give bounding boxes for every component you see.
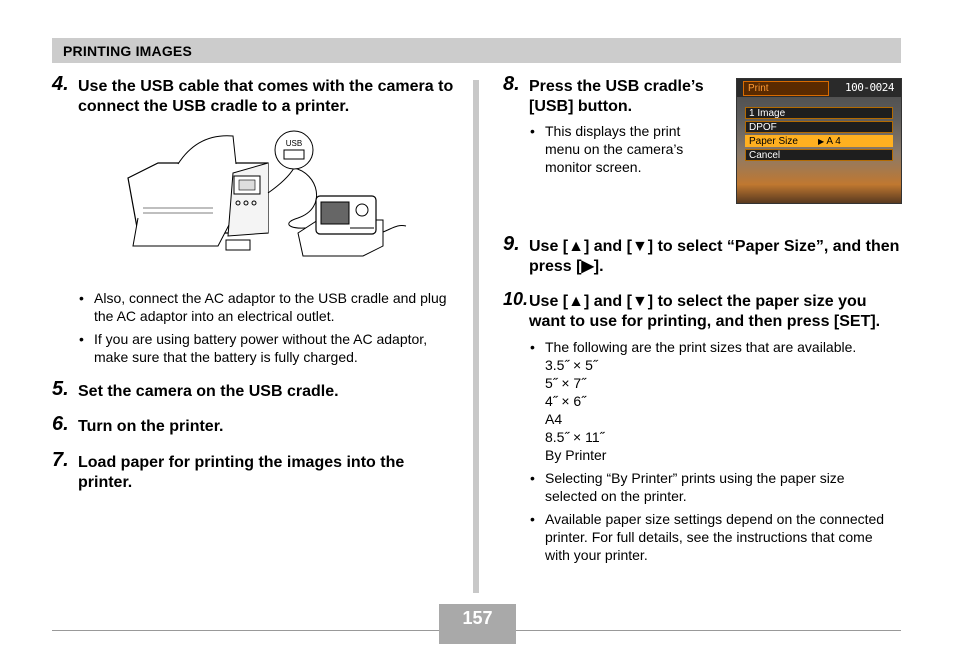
step-4-notes	[79, 289, 451, 371]
step-number: 7.	[52, 449, 69, 471]
menu-item-label: DPOF	[749, 122, 777, 133]
step-number: 6.	[52, 413, 69, 435]
step-8-notes	[530, 122, 715, 181]
menu-item-1-image	[745, 107, 893, 119]
menu-item-dpof	[745, 121, 893, 133]
list-item: • Selecting “By Printer” prints using the paper size selected on the printer.	[530, 469, 892, 505]
paper-size-list	[545, 356, 892, 464]
menu-item-label: Cancel	[749, 150, 781, 161]
column-divider	[473, 80, 479, 593]
step-number: 8.	[503, 73, 520, 95]
step-text: Use the USB cable that comes with the camera to connect the USB cradle to a printer.	[78, 78, 454, 115]
paper-size-item: 3.5˝ × 5˝	[545, 357, 598, 373]
step-text: Press the USB cradle’s [USB] button.	[529, 78, 704, 115]
screen-title: Print	[743, 81, 829, 96]
printer-cradle-illustration	[118, 128, 408, 270]
step-text: Use [▲] and [▼] to select “Paper Size”, and then press [▶].	[529, 238, 900, 275]
menu-item-label: 1 Image	[749, 108, 786, 119]
paper-size-item: 4˝ × 6˝	[545, 393, 586, 409]
step-text: Use [▲] and [▼] to select the paper size you want to use for printing, and then press [SET].	[529, 293, 881, 330]
step-10-notes	[530, 338, 892, 569]
step-number: 10.	[503, 289, 529, 309]
step-number: 5.	[52, 378, 69, 400]
menu-item-value: ▶ A 4	[818, 136, 841, 147]
list-item	[530, 338, 892, 464]
play-icon: ▶	[818, 137, 825, 146]
camera-monitor-screen	[736, 78, 902, 204]
step-number: 9.	[503, 233, 520, 255]
list-item: • This displays the print menu on the camera’s monitor screen.	[530, 122, 715, 176]
list-item: • Also, connect the AC adaptor to the USB cradle and plug the AC adaptor into an electrical outlet.	[79, 289, 451, 325]
sizes-intro: The following are the print sizes that are available.	[545, 339, 857, 355]
step-text: Set the camera on the USB cradle.	[78, 383, 339, 400]
step-number: 4.	[52, 73, 69, 95]
list-item: • If you are using battery power without the AC adaptor, make sure that the battery is fully charged.	[79, 330, 451, 366]
usb-label: USB	[285, 139, 303, 148]
paper-size-item: A4	[545, 411, 563, 427]
menu-item-label: Paper Size	[749, 136, 798, 147]
menu-item-paper-size	[745, 135, 893, 147]
paper-size-item: By Printer	[545, 447, 607, 463]
menu-item-cancel	[745, 149, 893, 161]
section-title: PRINTING IMAGES	[63, 43, 193, 59]
file-number: 100-0024	[845, 81, 894, 94]
section-header	[52, 38, 901, 63]
page-number: 157	[439, 604, 516, 644]
step-text: Load paper for printing the images into the printer.	[78, 454, 405, 491]
list-item: • Available paper size settings depend on the connected printer. For full details, see the instructions that come with your printer.	[530, 510, 892, 564]
paper-size-item: 8.5˝ × 11˝	[545, 429, 605, 445]
paper-size-item: 5˝ × 7˝	[545, 375, 586, 391]
step-text: Turn on the printer.	[78, 418, 224, 435]
